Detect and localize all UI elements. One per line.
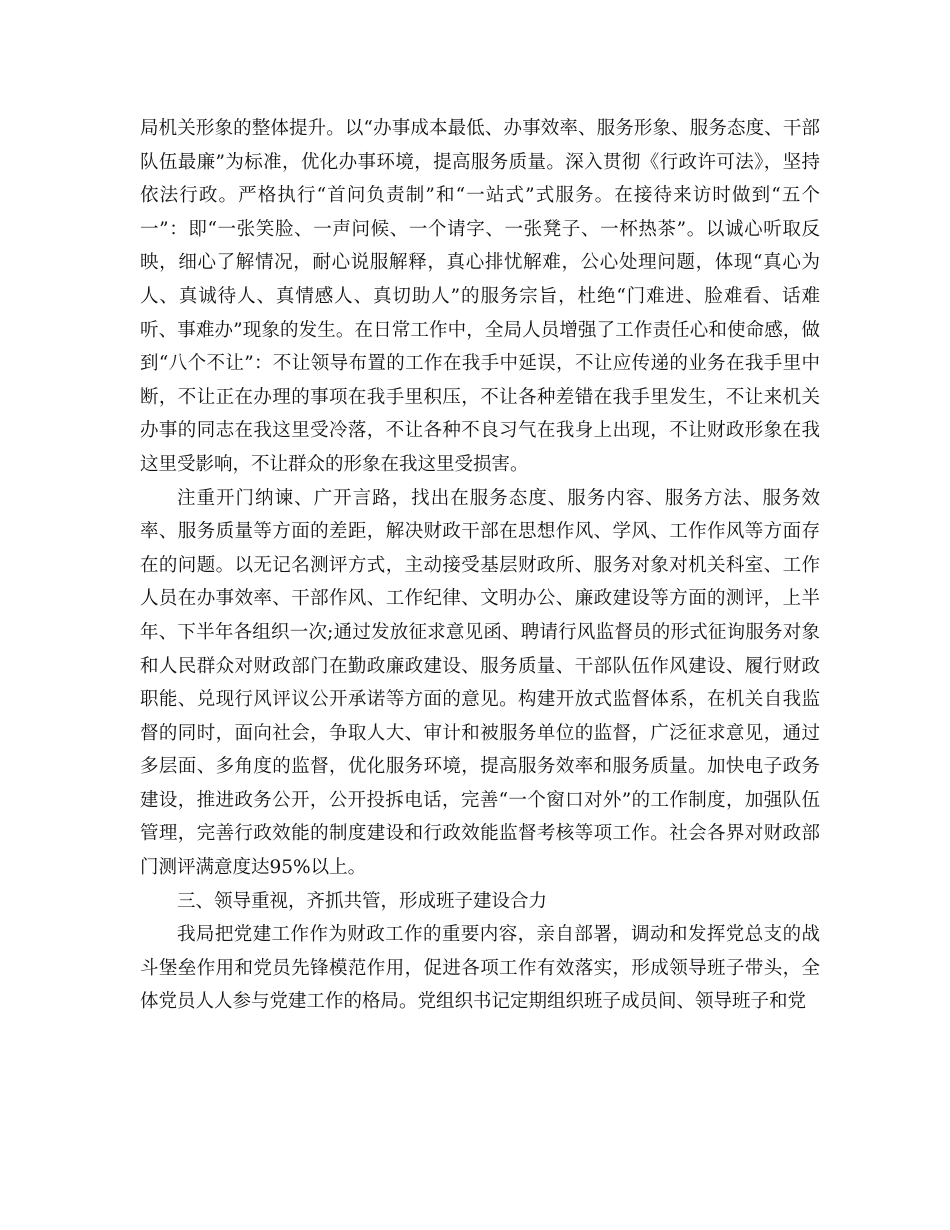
paragraph-open-supervision: 注重开门纳谏、广开言路，找出在服务态度、服务内容、服务方法、服务效率、服务质量等方面的差距，解决财政干部在思想作风、学风、工作作风等方面存在的问题。以无记名测评方式，主动接受基层财政所、服务对象对机关科室、工作人员在办事效率、干部作风、工作纪律、文明办公、廉政建设等方面的测评，上半年、下半年各组织一次;通过发放征求意见函、聘请行风监督员的形式征询服务对象和人民群众对财政部门在勤政廉政建设、服务质量、干部队伍作风建设、履行财政职能、兑现行风评议公开承诺等方面的意见。构建开放式监督体系，在机关自我监督的同时，面向社会，争取人大、审计和被服务单位的监督，广泛征求意见，通过多层面、多角度的监督，优化服务环境，提高服务效率和服务质量。加快电子政务建设，推进政务公开，公开投拆电话，完善“一个窗口对外”的工作制度，加强队伍管理，完善行政效能的制度建设和行政效能监督考核等项工作。社会各界对财政部门测评满意度达95%以上。 [140, 487, 820, 879]
paragraph-party-building: 我局把党建工作作为财政工作的重要内容，亲自部署，调动和发挥党总支的战斗堡垒作用和党员先锋模范作用，促进各项工作有效落实，形成领导班子带头，全体党员人人参与党建工作的格局。党组织书记定期组织班子成员间、领导班子和党 [140, 924, 820, 1013]
section-heading-leadership: 三、领导重视，齐抓共管，形成班子建设合力 [177, 890, 548, 912]
document-body [140, 112, 820, 1019]
paragraph-service-standards: 局机关形象的整体提升。以“办事成本最低、办事效率、服务形象、服务态度、干部队伍最廉”为标准，优化办事环境，提高服务质量。深入贯彻《行政许可法》，坚持依法行政。严格执行“首问负责制”和“一站式”式服务。在接待来访时做到“五个一”：即“一张笑脸、一声问候、一个请字、一张凳子、一杯热茶”。以诚心听取反映，细心了解情况，耐心说服解释，真心排忧解难，公心处理问题，体现“真心为人、真诚待人、真情感人、真切助人”的服务宗旨，杜绝“门难进、脸难看、话难听、事难办”现象的发生。在日常工作中，全局人员增强了工作责任心和使命感，做到“八个不让”：不让领导布置的工作在我手中延误，不让应传递的业务在我手里中断，不让正在办理的事项在我手里积压，不让各种差错在我手里发生，不让来机关办事的同志在我这里受冷落，不让各种不良习气在我身上出现，不让财政形象在我这里受影响，不让群众的形象在我这里受损害。 [140, 118, 820, 475]
